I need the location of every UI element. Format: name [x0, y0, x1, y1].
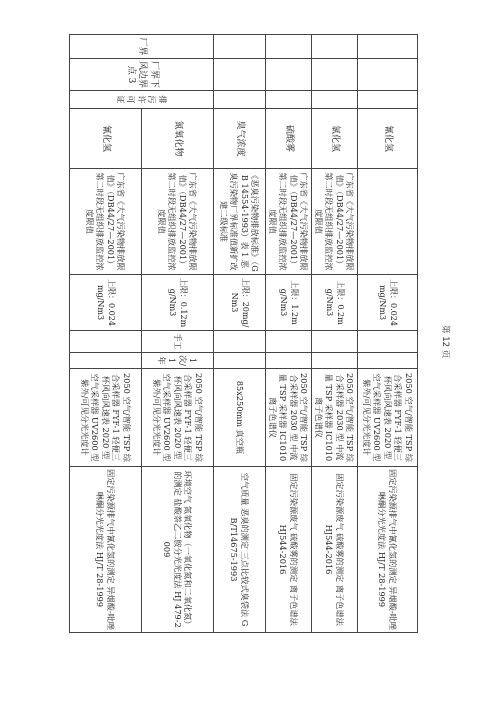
pollutant-cell: 氮氧化物 [142, 109, 214, 169]
permit-cell: 排污许可证 [70, 91, 214, 109]
location-outer-cell: 厂界 [70, 35, 214, 59]
standard-cell: 广东省《大气污染物排放限值》（DB44/27—2001）第二时段无组织排放监控浓度限值 [70, 169, 142, 275]
limit-cell: 上限：0.12mg/Nm3 [142, 275, 214, 331]
method-cell: 固定污染源废气 硫酸雾的测定 离子色谱法 HJ544-2016 [312, 467, 358, 633]
standard-cell: 广东省《大气污染物排放限值》（DB44/27—2001）第二时段无组织排放监控浓度限值 [266, 169, 312, 275]
pollutant-cell: 臭气浓度 [214, 109, 266, 169]
instrument-cell: 2050 空气/智能 TSP 综合采样器 FYF-1 轻便三杯风向风速表 2020 型 空气采样器 UV2600 型 紫外/可见分光光度计 [358, 369, 418, 467]
limit-cell: 上限：20mg/Nm3 [214, 275, 266, 331]
table-row [70, 35, 142, 633]
table-row [214, 35, 266, 633]
limit-cell: 上限：0.2mg/Nm3 [312, 275, 358, 331]
pollutant-cell: 氰化氢 [358, 109, 418, 169]
table-row [266, 35, 312, 633]
instrument-cell: 2050 空气/智能 TSP 综合采样器 2030 型 中流量 TSP 采样器 IC1010 离子色谱仪 [312, 369, 358, 467]
table-row [312, 35, 358, 633]
monitoring-table [69, 34, 418, 633]
pollutant-cell: 氯化氢 [312, 109, 358, 169]
manual-cell: 手工 [142, 331, 214, 353]
location-inner-cell: 厂界下风边界点 3 [70, 59, 214, 91]
method-cell: 固定污染源废气 硫酸雾的测定 离子色谱法 HJ544-2016 [266, 467, 312, 633]
instrument-cell: 2050 空气/智能 TSP 综合采样器 FYF-1 轻便三杯风向风速表 2020 型 空气采样器 UV2600 型 紫外/可见分光光度计 [142, 369, 214, 467]
method-cell: 固定污染源排气中氰化氢的测定 异烟酸-吡唑啉酮分光光度法 HJ/T 28-1999 [70, 467, 142, 633]
page-number: 第 12 页 [440, 325, 450, 359]
frequency-cell: 1次/1年 [142, 353, 214, 369]
instrument-cell: 2050 空气/智能 TSP 综合采样器 2030 型 中流量 TSP 采样器 IC1010 离子色谱仪 [266, 369, 312, 467]
limit-cell: 上限：0.024mg/Nm3 [70, 275, 142, 331]
standard-cell: 广东省《大气污染物排放限值》（DB44/27—2001）第二时段无组织排放监控浓度限值 [312, 169, 358, 275]
pollutant-cell: 氰化氢 [70, 109, 142, 169]
instrument-cell: 85x250mm 真空瓶 [214, 369, 266, 467]
limit-cell: 上限：1.2mg/Nm3 [266, 275, 312, 331]
standard-cell: 《恶臭污染物排放标准》（GB 14554-1993）表 1 恶臭污染物厂界标准值新扩改建二级标准 [214, 169, 266, 275]
method-cell: 空气质量 恶臭的测定 三点比较式臭袋法 GB/T14675-1993 [214, 467, 266, 633]
rotated-page [70, 34, 418, 632]
limit-cell: 上限：0.024mg/Nm3 [358, 275, 418, 331]
standard-cell [358, 169, 418, 275]
table-row [358, 35, 418, 633]
pollutant-cell: 硫酸雾 [266, 109, 312, 169]
instrument-cell: 2050 空气/智能 TSP 综合采样器 FYF-1 轻便三杯风向风速表 2020 型 空气采样器 UV2600 型 紫外/可见分光光度计 [70, 369, 142, 467]
table-row [142, 35, 214, 633]
method-cell: 环境空气 氮氧化物（一氧化氮和二氧化氮）的测定 盐酸萘乙二胺分光光度法 HJ 479-2009 [142, 467, 214, 633]
method-cell: 固定污染源排气中氰化氢的测定 异烟酸-吡唑啉酮分光光度法 HJ/T 28-1999 [358, 467, 418, 633]
standard-cell: 广东省《大气污染物排放限值》（DB44/27—2001）第二时段无组织排放监控浓度限值 [142, 169, 214, 275]
